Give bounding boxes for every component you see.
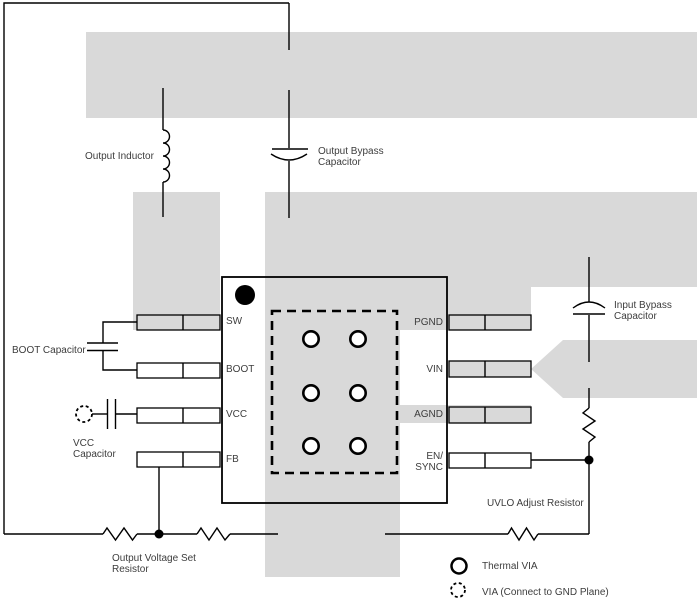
vcc-cap-line2: Capacitor: [73, 449, 116, 460]
pad-fb: [137, 452, 220, 467]
input-cap-plate-curved: [573, 302, 605, 308]
input-bypass-capacitor-label: [614, 300, 672, 322]
boot-cap-top-wire: [103, 322, 137, 343]
uvlo-adjust-resistor-label: UVLO Adjust Resistor: [487, 498, 584, 509]
uvlo-adjust-resistor-symbol: [583, 408, 595, 442]
thermal-via-4: [350, 385, 365, 400]
pad-pgnd: [449, 315, 531, 330]
ovs-line1: Output Voltage Set: [112, 553, 196, 564]
legend-thermal-via-label: Thermal VIA: [482, 561, 538, 572]
input-bypass-line1: Input Bypass: [614, 300, 672, 311]
pin-label-pgnd: PGND: [414, 317, 443, 328]
output-voltage-set-resistor-label: [112, 553, 196, 575]
legend-gnd-via-icon: [451, 583, 465, 597]
pin-label-en-line2: SYNC: [415, 462, 443, 473]
pin-label-en-sync: [415, 451, 443, 473]
legend-thermal-via-icon: [452, 559, 467, 574]
pin-label-en-line1: EN/: [426, 451, 443, 462]
fb-junction-dot: [155, 530, 164, 539]
thermal-via-1: [303, 331, 318, 346]
legend-gnd-via-label: VIA (Connect to GND Plane): [482, 587, 609, 598]
pin-1-dot: [235, 285, 255, 305]
output-voltage-set-resistor-2: [197, 528, 230, 540]
copper-vin-trace-arrow: [531, 340, 697, 398]
ovs-line2: Resistor: [112, 564, 149, 575]
output-bypass-line1: Output Bypass: [318, 146, 384, 157]
copper-sw-area: [133, 192, 220, 330]
thermal-via-3: [303, 385, 318, 400]
pad-agnd: [449, 407, 531, 423]
pad-sw: [137, 315, 220, 330]
en-junction-dot: [585, 456, 594, 465]
pin-label-fb: FB: [226, 454, 239, 465]
pad-vin: [449, 361, 531, 377]
output-bypass-capacitor-label: [318, 146, 384, 168]
copper-thermal-gnd-strip: [265, 192, 400, 577]
pin-label-agnd: AGND: [414, 409, 443, 420]
vcc-capacitor-label: [73, 438, 116, 460]
output-cap-plate-curved: [271, 154, 307, 160]
input-bypass-line2: Capacitor: [614, 311, 657, 322]
output-inductor-label: Output Inductor: [85, 151, 154, 162]
output-bypass-line2: Capacitor: [318, 157, 361, 168]
pin-label-sw: SW: [226, 316, 243, 327]
pin-label-vin: VIN: [426, 364, 443, 375]
bottom-resistor-3: [508, 528, 538, 540]
pad-boot: [137, 363, 220, 378]
output-voltage-set-resistor-1: [103, 528, 137, 540]
thermal-via-6: [350, 438, 365, 453]
pad-en-sync: [449, 453, 531, 468]
pin-label-vcc: VCC: [226, 409, 248, 420]
vcc-cap-line1: VCC: [73, 438, 95, 449]
thermal-via-5: [303, 438, 318, 453]
pad-vcc: [137, 408, 220, 423]
boot-cap-bottom-wire: [103, 351, 137, 371]
thermal-via-2: [350, 331, 365, 346]
boot-capacitor-label: BOOT Capacitor: [12, 345, 86, 356]
copper-top-gnd-plane: [86, 32, 697, 118]
vcc-gnd-via-icon: [76, 406, 92, 422]
output-inductor-symbol: [163, 130, 170, 182]
pin-label-boot: BOOT: [226, 364, 255, 375]
